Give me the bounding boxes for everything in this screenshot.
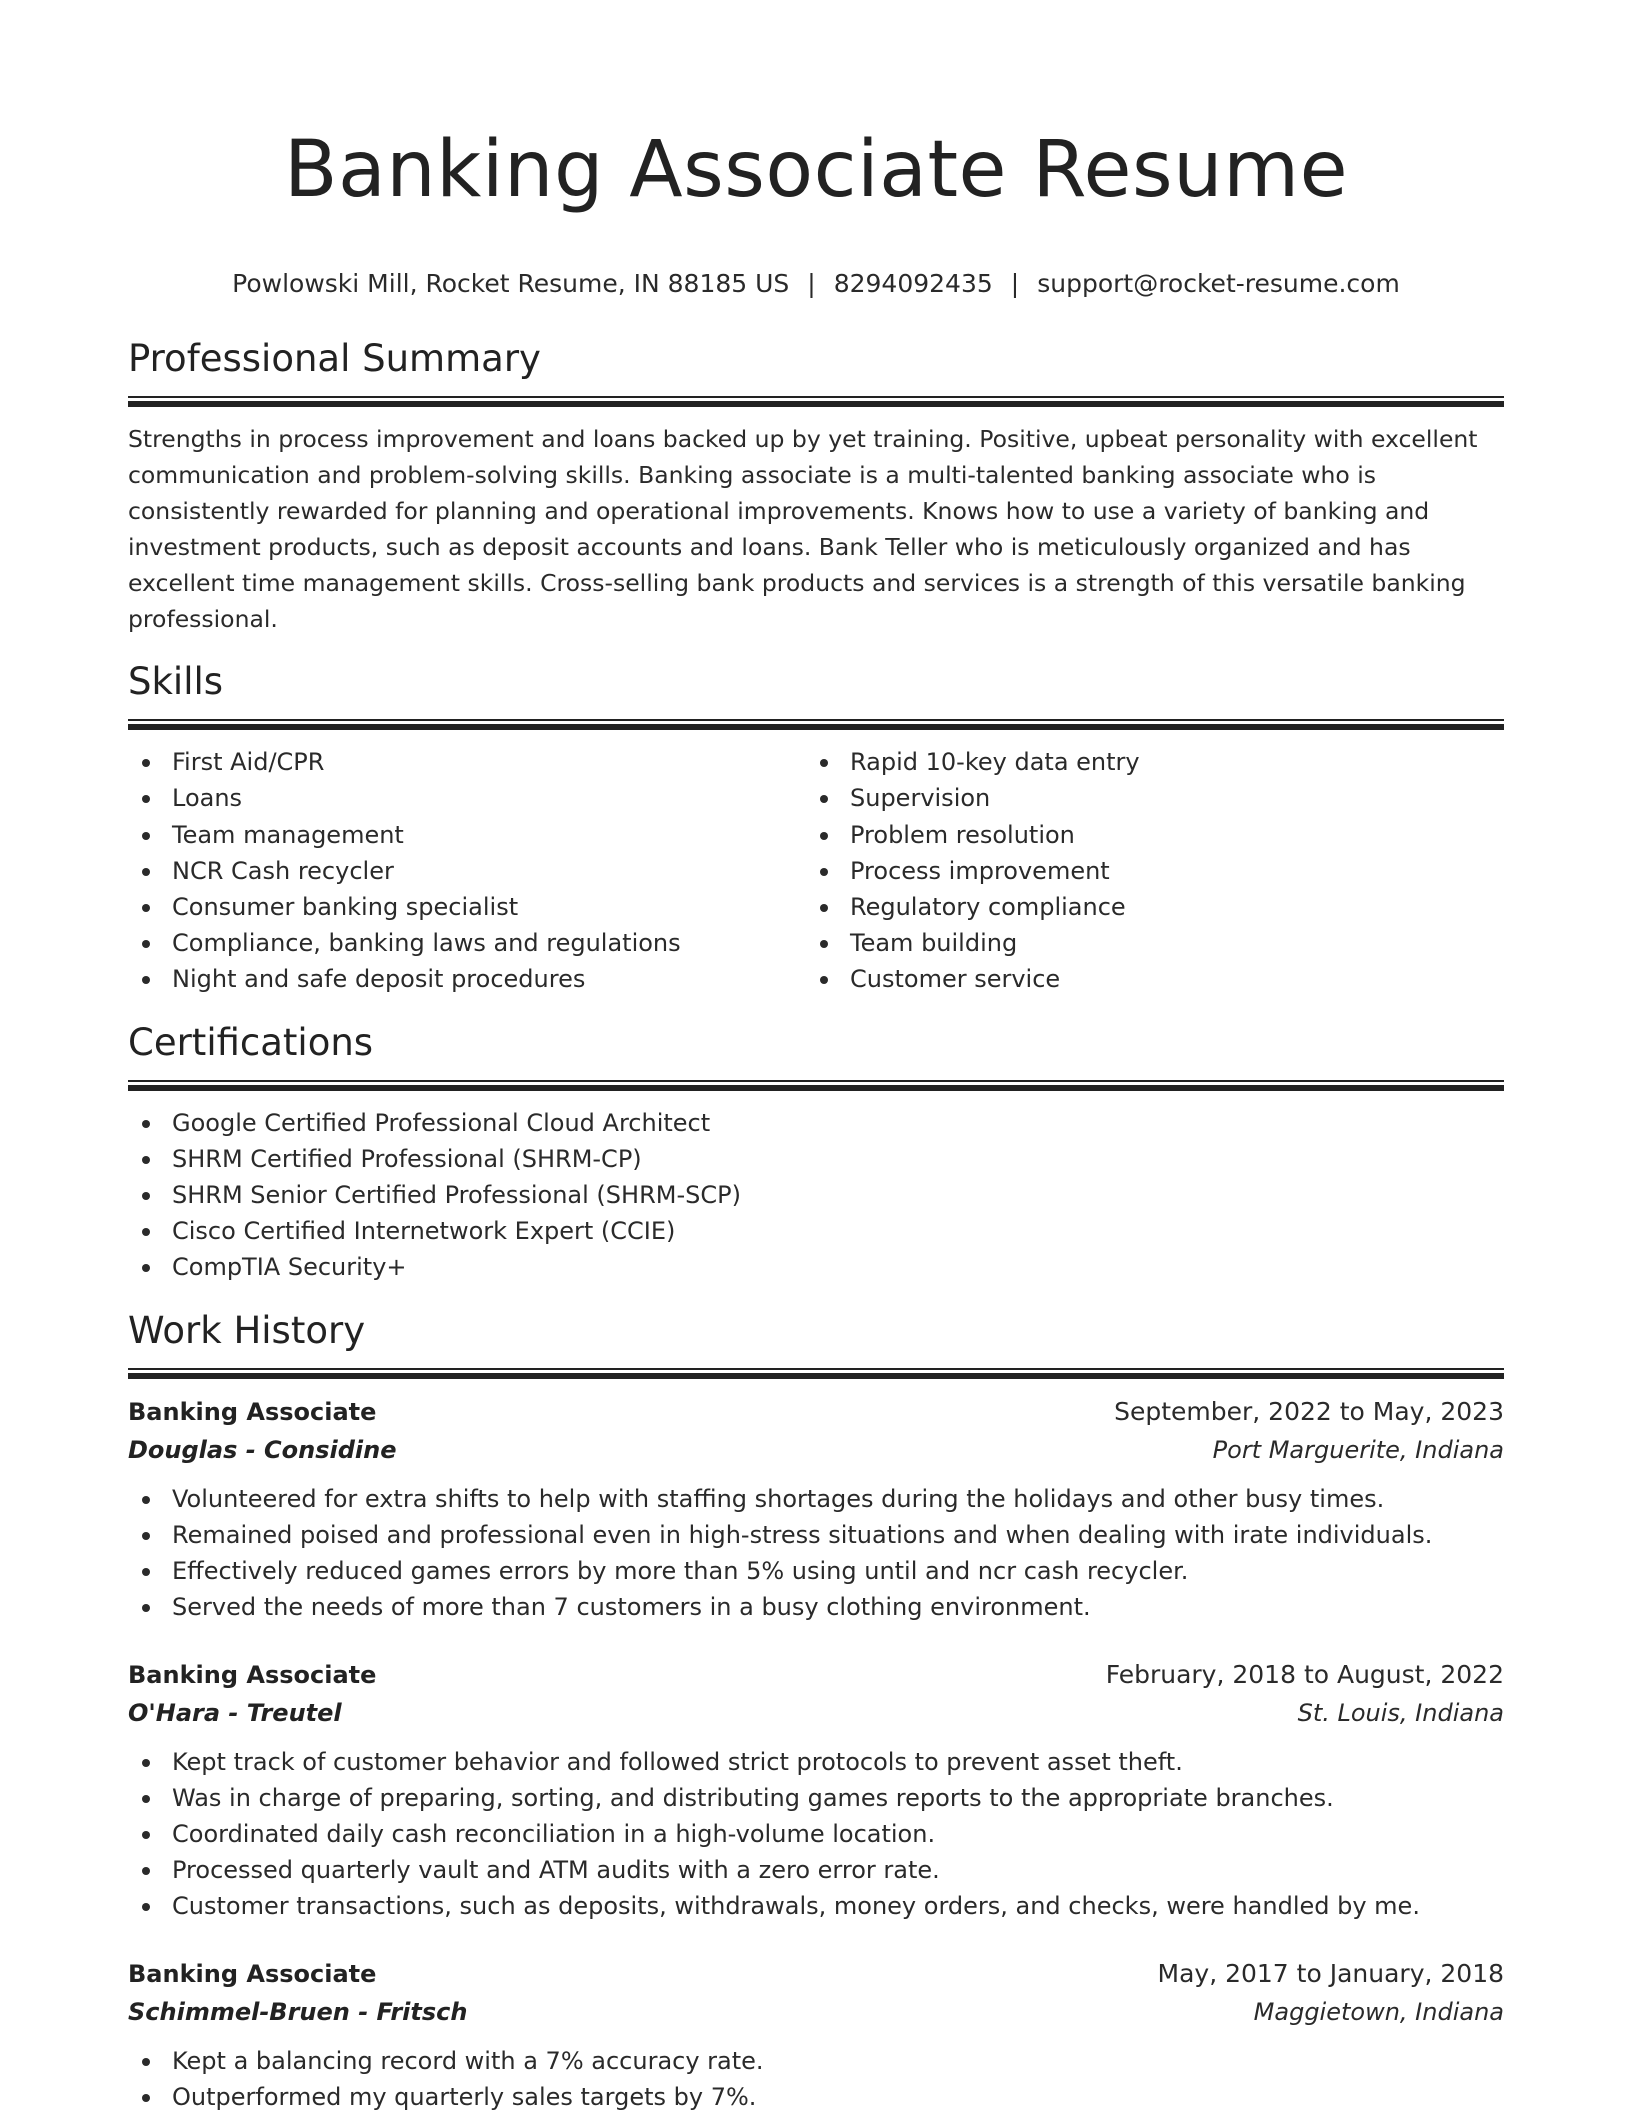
skill-item: Loans	[128, 780, 806, 816]
contact-line	[128, 268, 1504, 300]
job-title: Banking Associate	[128, 1959, 377, 1988]
job-location: Maggietown, Indiana	[1253, 1997, 1504, 2026]
job-bullet: Volunteered for extra shifts to help with staffing shortages during the holidays and other busy times.	[128, 1481, 1504, 1517]
job-dates: February, 2018 to August, 2022	[1105, 1659, 1504, 1689]
skill-item: Night and safe deposit procedures	[128, 961, 806, 997]
summary-section	[128, 336, 1504, 637]
certifications-section	[128, 1020, 1504, 1286]
job-company: Douglas - Considine	[128, 1435, 397, 1464]
job-header-row	[128, 1955, 1504, 1993]
job-location: Port Marguerite, Indiana	[1212, 1435, 1504, 1464]
skill-item: First Aid/CPR	[128, 744, 806, 780]
work-section	[128, 1308, 1504, 2115]
certification-item: Cisco Certified Internetwork Expert (CCIE)	[128, 1213, 1504, 1249]
job-bullet: Effectively reduced games errors by more than 5% using until and ncr cash recycler.	[128, 1553, 1504, 1589]
skills-grid	[128, 730, 1504, 997]
contact-address: Powlowski Mill, Rocket Resume, IN 88185 US	[232, 269, 790, 299]
contact-separator: |	[807, 269, 816, 299]
job-bullet: Served the needs of more than 7 customers in a busy clothing environment.	[128, 1589, 1504, 1625]
skill-item: NCR Cash recycler	[128, 853, 806, 889]
job-bullets	[128, 1744, 1504, 1925]
job-bullet: Customer transactions, such as deposits, withdrawals, money orders, and checks, were handled by me.	[128, 1888, 1504, 1924]
job-company-row	[128, 1431, 1504, 1469]
skills-section	[128, 659, 1504, 997]
job-company: O'Hara - Treutel	[128, 1698, 342, 1727]
skill-item: Rapid 10-key data entry	[806, 744, 1484, 780]
skill-item: Problem resolution	[806, 817, 1484, 853]
job-header-row	[128, 1393, 1504, 1431]
job-company-row	[128, 1694, 1504, 1732]
skill-item: Customer service	[806, 961, 1484, 997]
skill-item: Supervision	[806, 780, 1484, 816]
skill-item: Process improvement	[806, 853, 1484, 889]
skill-item: Consumer banking specialist	[128, 889, 806, 925]
job-entry	[128, 1955, 1504, 2115]
summary-text: Strengths in process improvement and loans backed up by yet training. Positive, upbeat personality with excellent communication and problem-solving skills. Banking associate is a multi-talented banking associate who is consistently rewarded for planning and operational improvements. Knows how to use a variety of banking and investment products, such as deposit accounts and loans. Bank Teller who is meticulously organized and has excellent time management skills. Cross-selling bank products and services is a strength of this versatile banking professional.	[128, 425, 1478, 634]
job-dates: May, 2017 to January, 2018	[1157, 1958, 1504, 1988]
certification-item: Google Certified Professional Cloud Architect	[128, 1105, 1504, 1141]
skill-item: Compliance, banking laws and regulations	[128, 925, 806, 961]
certifications-heading: Certifications	[128, 1020, 374, 1064]
job-entry	[128, 1656, 1504, 1925]
job-header-row	[128, 1656, 1504, 1694]
resume-page	[128, 0, 1504, 2115]
section-divider	[128, 1368, 1504, 1379]
work-heading: Work History	[128, 1308, 366, 1352]
section-divider	[128, 1080, 1504, 1091]
job-bullet: Coordinated daily cash reconciliation in a high-volume location.	[128, 1816, 1504, 1852]
skill-item: Regulatory compliance	[806, 889, 1484, 925]
job-bullet: Kept track of customer behavior and followed strict protocols to prevent asset theft.	[128, 1744, 1504, 1780]
job-company-row	[128, 1993, 1504, 2031]
job-bullet: Processed quarterly vault and ATM audits with a zero error rate.	[128, 1852, 1504, 1888]
jobs-list	[128, 1393, 1504, 2115]
summary-heading: Professional Summary	[128, 337, 541, 381]
skills-heading: Skills	[128, 660, 224, 704]
skills-left-list	[128, 744, 806, 997]
section-divider	[128, 396, 1504, 407]
certification-item: SHRM Senior Certified Professional (SHRM-SCP)	[128, 1177, 1504, 1213]
job-location: St. Louis, Indiana	[1297, 1698, 1504, 1727]
job-title: Banking Associate	[128, 1660, 377, 1689]
job-bullet: Outperformed my quarterly sales targets by 7%.	[128, 2079, 1504, 2115]
job-entry	[128, 1393, 1504, 1626]
certification-item: CompTIA Security+	[128, 1249, 1504, 1285]
contact-email: support@rocket-resume.com	[1037, 269, 1400, 299]
certifications-list	[128, 1105, 1504, 1286]
section-divider	[128, 719, 1504, 730]
resume-title: Banking Associate Resume	[283, 125, 1349, 215]
job-bullet: Was in charge of preparing, sorting, and distributing games reports to the appropriate branches.	[128, 1780, 1504, 1816]
job-title: Banking Associate	[128, 1397, 377, 1426]
job-bullets	[128, 1481, 1504, 1626]
contact-separator: |	[1010, 269, 1020, 299]
skills-right-list	[806, 744, 1484, 997]
contact-phone: 8294092435	[833, 269, 993, 299]
job-bullet: Kept a balancing record with a 7% accuracy rate.	[128, 2043, 1504, 2079]
skill-item: Team building	[806, 925, 1484, 961]
job-bullets	[128, 2043, 1504, 2115]
certification-item: SHRM Certified Professional (SHRM-CP)	[128, 1141, 1504, 1177]
job-company: Schimmel-Bruen - Fritsch	[128, 1997, 468, 2026]
skill-item: Team management	[128, 817, 806, 853]
job-dates: September, 2022 to May, 2023	[1114, 1396, 1504, 1426]
job-bullet: Remained poised and professional even in high-stress situations and when dealing with irate individuals.	[128, 1517, 1504, 1553]
